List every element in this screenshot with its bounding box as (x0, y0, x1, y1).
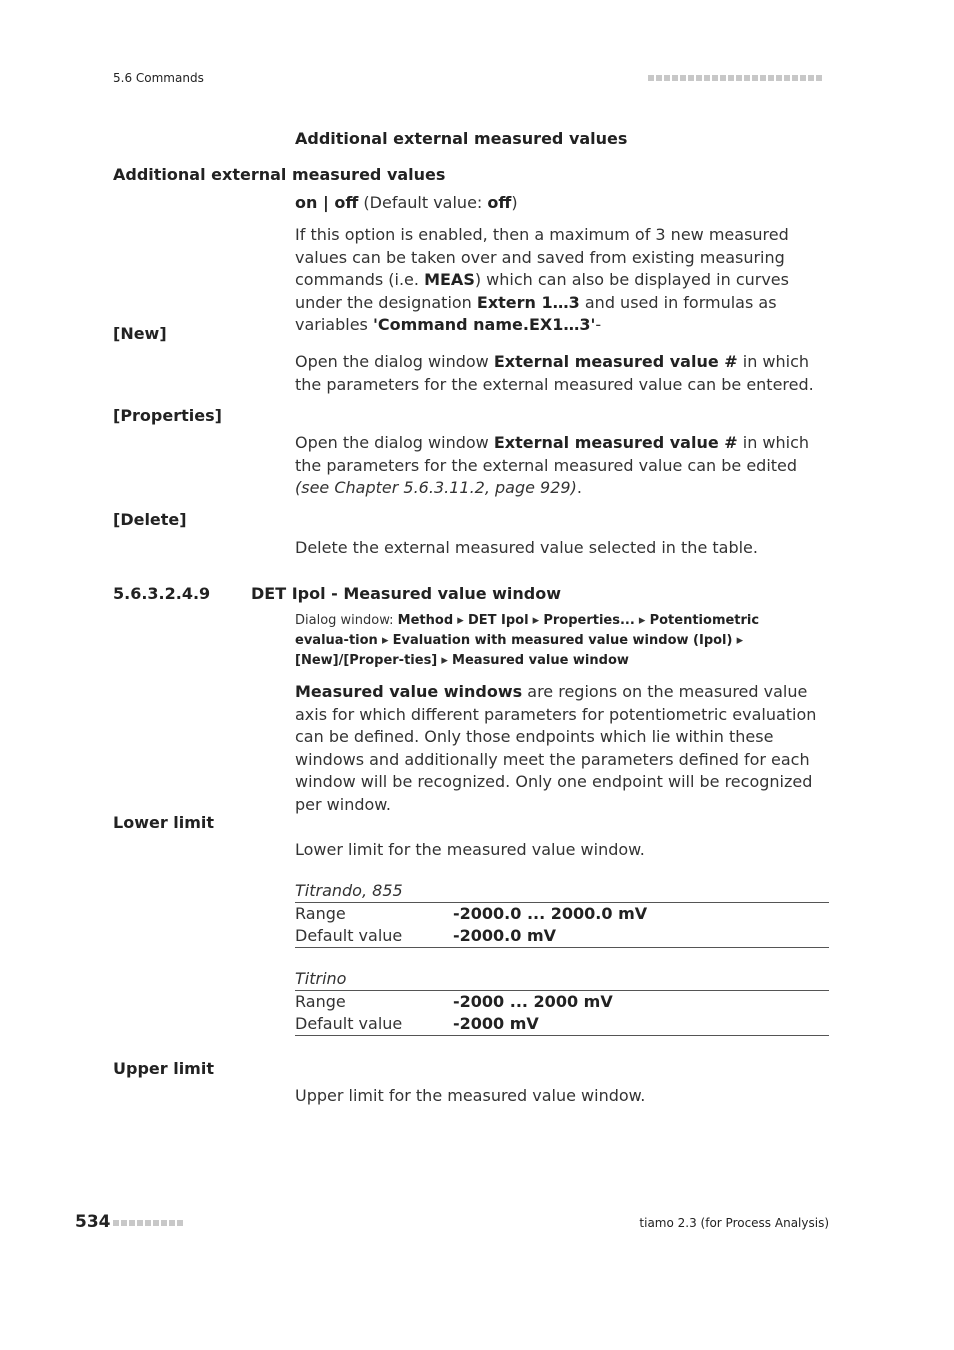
param-label-additional-external: Additional external measured values (113, 165, 446, 184)
section-intro: Measured value windows are regions on the measured value axis for which different parameters for potentiometric evaluation can be defined. Only those endpoints which lie within these windows and additionally meet the parameters defined for each window will be recognized. Only one endpoint will be recognized per window. (295, 682, 817, 814)
param-description-additional-external: If this option is enabled, then a maximum of 3 new measured values can be taken over and saved from existing measuring commands (i.e. MEAS) which can also be displayed in curves under the designation Extern 1…3 and used in formulas as variables 'Command name.EX1…3'- (295, 225, 789, 334)
table-row: Default value -2000.0 mV (295, 925, 829, 948)
param-label-lower-limit: Lower limit (113, 813, 215, 832)
running-header: 5.6 Commands (113, 71, 204, 85)
page-number: 534 (75, 1212, 111, 1232)
param-label-new: [New] (113, 324, 167, 343)
spec-table-titrando (295, 881, 829, 948)
param-label-properties: [Properties] (113, 406, 222, 425)
param-description-upper-limit: Upper limit for the measured value window. (295, 1086, 646, 1105)
param-description-lower-limit: Lower limit for the measured value window. (295, 840, 645, 859)
section-title: DET Ipol - Measured value window (251, 584, 562, 603)
spec-table-titrino (295, 969, 829, 1036)
spec-table-caption: Titrando, 855 (295, 881, 403, 900)
footer-decoration (113, 1220, 183, 1226)
param-label-delete: [Delete] (113, 510, 187, 529)
param-description-delete: Delete the external measured value selected in the table. (295, 538, 758, 557)
param-options: on | off (Default value: off) (295, 193, 518, 212)
box-title: Additional external measured values (295, 129, 628, 148)
param-description-properties: Open the dialog window External measured value # in which the parameters for the external measured value can be edited (see Chapter 5.6.3.11.2, page 929). (295, 433, 810, 497)
cross-reference-link[interactable]: (see Chapter 5.6.3.11.2, page 929) (295, 478, 577, 497)
header-decoration (648, 75, 822, 81)
section-number: 5.6.3.2.4.9 (113, 584, 211, 603)
param-label-upper-limit: Upper limit (113, 1059, 214, 1078)
param-description-new: Open the dialog window External measured value # in which the parameters for the external measured value can be entered. (295, 352, 814, 394)
spec-table-caption: Titrino (295, 969, 347, 988)
dialog-breadcrumb: Dialog window: Method ▸ DET Ipol ▸ Properties... ▸ Potentiometric evalua-tion ▸ Evaluation with measured value window (Ipol) ▸ [New]/[Proper-ties] ▸ Measured value window (295, 613, 760, 668)
table-row: Range -2000 ... 2000 mV (295, 991, 829, 1014)
footer-product: tiamo 2.3 (for Process Analysis) (639, 1216, 829, 1230)
table-row: Default value -2000 mV (295, 1013, 829, 1036)
table-row: Range -2000.0 ... 2000.0 mV (295, 903, 829, 926)
